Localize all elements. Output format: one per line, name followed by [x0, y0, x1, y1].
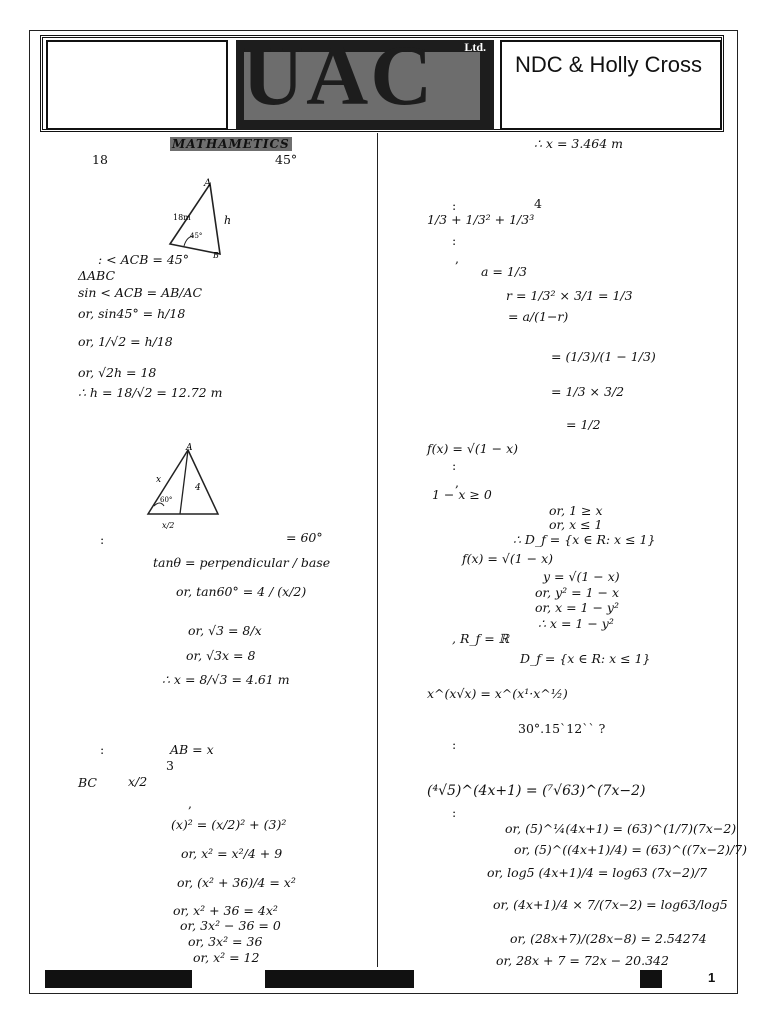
fig2-label-half: x/2	[162, 521, 175, 530]
left-line-6: or, √2h = 18	[78, 365, 157, 380]
fig1-label-a: A	[204, 178, 212, 189]
log-line-1: or, (5)^¼(4x+1) = (63)^(1/7)(7x−2)	[505, 821, 737, 836]
page-number: 1	[708, 970, 716, 985]
p3-half: x/2	[128, 774, 148, 789]
logo-text: UAC	[242, 27, 435, 123]
dom-line-1: or, 1 ≥ x	[549, 503, 603, 518]
r-colon-1: :	[452, 198, 457, 213]
left-py-line-3: or, (x² + 36)/4 = x²	[177, 875, 296, 890]
domain-final: D_f = {x ∈ R: x ≤ 1}	[520, 651, 651, 666]
fx-definition: f(x) = √(1 − x)	[427, 441, 518, 456]
dom-line-4: f(x) = √(1 − x)	[462, 551, 553, 566]
gp-line-3: = a/(1−r)	[508, 309, 569, 324]
right-top-result: ∴ x = 3.464 m	[534, 136, 624, 151]
p3-bc: BC	[78, 775, 97, 790]
log-line-3: or, log5 (4x+1)/4 = log63 (7x−2)/7	[487, 865, 708, 880]
r-colon-4: :	[452, 737, 457, 752]
r-colon-3: :	[452, 458, 457, 473]
triangle-figure-1	[160, 176, 240, 258]
left-py-line-4: or, x² + 36 = 4x²	[173, 903, 278, 918]
left-tan-line-4: or, √3x = 8	[186, 648, 256, 663]
left-tan-line-5: ∴ x = 8/√3 = 4.61 m	[162, 672, 290, 687]
header-left-box	[46, 40, 228, 130]
subject-title: MATHAMETICS	[172, 137, 290, 151]
dom-line-8: ∴ x = 1 − y²	[538, 616, 614, 631]
fig1-label-h: h	[224, 214, 232, 227]
angle-question: 30°.15`12`` ?	[518, 721, 606, 736]
q4-number: 4	[534, 196, 542, 211]
fig2-label-angle: 60°	[160, 496, 173, 504]
fig1-label-angle: 45°	[190, 232, 203, 240]
left-py-line-1: (x)² = (x/2)² + (3)²	[171, 817, 287, 832]
left-tan-line-2: or, tan60° = 4 / (x/2)	[176, 584, 307, 599]
dom-line-5: y = √(1 − x)	[543, 569, 620, 584]
log-line-5: or, (28x+7)/(28x−8) = 2.54274	[510, 931, 707, 946]
uac-logo	[236, 27, 494, 130]
range-line: , R_f = ℝ	[452, 631, 510, 646]
r-comma-1: ,	[455, 251, 459, 266]
left-py-line-7: or, x² = 12	[193, 950, 260, 965]
q4-series: 1/3 + 1/3² + 1/3³	[427, 212, 535, 227]
q1-angle: 45°	[275, 152, 298, 167]
r-colon-5: :	[452, 805, 457, 820]
column-divider	[377, 133, 378, 967]
fig2-label-x: x	[156, 475, 162, 485]
left-py-line-5: or, 3x² − 36 = 0	[180, 918, 281, 933]
left-line-4: or, sin45° = h/18	[78, 306, 186, 321]
left-py-line-6: or, 3x² = 36	[188, 934, 263, 949]
left-tan-line-1: tanθ = perpendicular / base	[153, 555, 331, 570]
p3-ab: AB = x	[170, 742, 214, 757]
footer-bar-right	[640, 970, 662, 988]
left-py-line-2: or, x² = x²/4 + 9	[181, 846, 283, 861]
dom-line-6: or, y² = 1 − x	[535, 585, 619, 600]
p2-angle: = 60°	[286, 530, 323, 545]
q1-number: 18	[92, 152, 108, 167]
root-equation: (⁴√5)^(4x+1) = (⁷√63)^(7x−2)	[427, 783, 646, 799]
fig2-label-a: A	[186, 443, 193, 453]
left-line-2: ΔABC	[78, 268, 116, 283]
r-colon-2: :	[452, 233, 457, 248]
fig1-label-b: B	[213, 251, 219, 258]
gp-line-4: = (1/3)/(1 − 1/3)	[551, 349, 656, 364]
p3-comma: ,	[188, 796, 192, 811]
left-line-3: sin < ACB = AB/AC	[78, 285, 203, 300]
r-comma-2: ,	[455, 475, 459, 490]
dom-line-7: or, x = 1 − y²	[535, 600, 619, 615]
fig2-label-side: 4	[195, 483, 201, 493]
dom-line-2: or, x ≤ 1	[549, 517, 603, 532]
footer-bar-left	[45, 970, 192, 988]
footer-bar-center	[265, 970, 414, 988]
logo-suffix: Ltd.	[464, 40, 486, 54]
gp-line-1: a = 1/3	[481, 264, 527, 279]
left-line-7: ∴ h = 18/√2 = 12.72 m	[78, 385, 223, 400]
power-identity: x^(x√x) = x^(x¹·x^½)	[427, 686, 568, 701]
p3-colon: :	[100, 742, 105, 757]
gp-line-6: = 1/2	[566, 417, 601, 432]
gp-line-2: r = 1/3² × 3/1 = 1/3	[506, 288, 633, 303]
log-line-4: or, (4x+1)/4 × 7/(7x−2) = log63/log5	[493, 897, 728, 912]
left-line-5: or, 1/√2 = h/18	[78, 334, 173, 349]
left-line-1: : < ACB = 45°	[98, 252, 189, 267]
p3-number: 3	[166, 758, 174, 773]
domain-start: 1 − x ≥ 0	[432, 487, 492, 502]
log-line-6: or, 28x + 7 = 72x − 20.342	[496, 953, 669, 968]
log-line-2: or, (5)^((4x+1)/4) = (63)^((7x−2)/7)	[514, 842, 748, 857]
left-tan-line-3: or, √3 = 8/x	[188, 623, 262, 638]
institution-name: NDC & Holly Cross	[515, 52, 703, 77]
triangle-figure-2	[140, 442, 224, 532]
p2-colon: :	[100, 532, 105, 547]
gp-line-5: = 1/3 × 3/2	[551, 384, 625, 399]
dom-line-3: ∴ D_f = {x ∈ R: x ≤ 1}	[513, 532, 656, 547]
fig1-label-side: 18m	[173, 213, 191, 222]
